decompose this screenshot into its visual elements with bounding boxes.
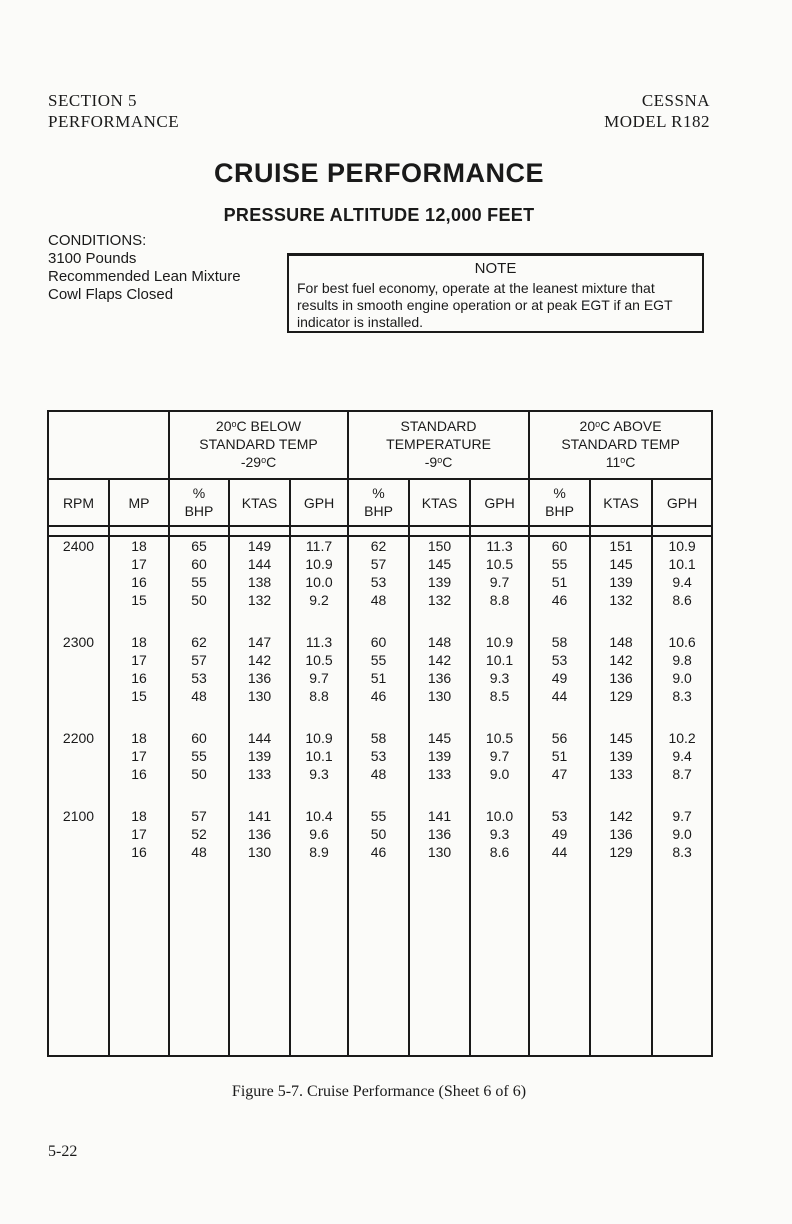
section-label: SECTION 5: [48, 91, 138, 110]
gph-value: 8.8: [489, 592, 510, 608]
bhp-value: 53: [551, 808, 568, 824]
group-header-below: [169, 411, 348, 479]
gph-value: 10.5: [305, 652, 333, 668]
conditions-label: CONDITIONS:: [48, 232, 147, 249]
ktas-value: 139: [427, 574, 452, 590]
ktas-value: 139: [609, 574, 633, 590]
mp-value: 18: [131, 808, 147, 824]
bhp-value: 60: [191, 556, 207, 572]
ktas-value: 129: [609, 688, 633, 704]
ktas-value: 132: [427, 592, 452, 608]
cruise-performance-table: [47, 410, 713, 1057]
ktas-value: 142: [247, 652, 272, 668]
rpm-value: [49, 765, 108, 783]
gph-value: 9.0: [489, 766, 510, 782]
gph-value: 8.5: [489, 688, 510, 704]
gph-value: 10.5: [485, 730, 514, 746]
gph-value: 10.9: [305, 730, 333, 746]
rpm-value: [49, 687, 108, 705]
col-gph: GPH: [652, 479, 712, 526]
col-ktas: KTAS: [229, 479, 290, 526]
gph-value: 9.3: [489, 826, 510, 842]
col-gph: GPH: [470, 479, 529, 526]
ktas-value: 148: [609, 634, 633, 650]
gph-value: 10.1: [485, 652, 514, 668]
conditions-block: [48, 232, 241, 304]
group-header-above: [529, 411, 712, 479]
below-ktas-column: [229, 536, 290, 1056]
bhp-value: 52: [191, 826, 207, 842]
ktas-value: 148: [427, 634, 452, 650]
ktas-value: 136: [609, 670, 633, 686]
ktas-value: 142: [427, 652, 452, 668]
ktas-value: 129: [609, 844, 633, 860]
group-temp: -29$^o$C: [240, 454, 277, 470]
ktas-value: 150: [427, 538, 452, 554]
ktas-value: 145: [609, 556, 633, 572]
condition-line: Cowl Flaps Closed: [48, 286, 174, 303]
gph-value: 11.3: [486, 538, 513, 554]
ktas-value: 144: [247, 730, 272, 746]
mp-column: [109, 536, 169, 1056]
bhp-value: 55: [370, 808, 387, 824]
ktas-value: 139: [247, 748, 272, 764]
ktas-value: 132: [247, 592, 272, 608]
bhp-value: 57: [370, 556, 387, 572]
bhp-top: %: [372, 484, 385, 501]
mp-value: 17: [131, 556, 147, 572]
gph-value: 8.3: [672, 844, 692, 860]
gph-value: 10.9: [668, 538, 696, 554]
ktas-value: 133: [609, 766, 633, 782]
bhp-value: 48: [370, 592, 387, 608]
gph-value: 8.7: [672, 766, 692, 782]
col-ktas: KTAS: [409, 479, 470, 526]
page-subtitle: PRESSURE ALTITUDE 12,000 FEET: [223, 205, 535, 225]
ktas-value: 130: [247, 844, 272, 860]
ktas-value: 149: [247, 538, 272, 554]
bhp-value: 60: [191, 730, 207, 746]
mp-value: 18: [131, 538, 147, 554]
bhp-top: %: [553, 484, 566, 501]
section-name: PERFORMANCE: [48, 112, 180, 131]
ktas-value: 139: [609, 748, 633, 764]
bhp-value: 53: [191, 670, 207, 686]
col-ktas: KTAS: [590, 479, 652, 526]
figure-caption: Figure 5-7. Cruise Performance (Sheet 6 of 6): [231, 1083, 527, 1100]
group-temp: 11$^o$C: [605, 454, 636, 470]
ktas-value: 133: [427, 766, 452, 782]
above-bhp-column: [529, 536, 590, 1056]
rpm-value: 2200: [62, 730, 95, 746]
mp-value: 16: [131, 844, 147, 860]
gph-value: 9.3: [489, 670, 510, 686]
std-gph-column: [470, 536, 529, 1056]
bhp-value: 50: [370, 826, 387, 842]
rpm-value: [49, 843, 108, 861]
above-ktas-column: [590, 536, 652, 1056]
std-ktas-column: [409, 536, 470, 1056]
gph-value: 10.6: [668, 634, 696, 650]
ktas-value: 136: [427, 670, 452, 686]
gph-value: 9.4: [672, 574, 692, 590]
gph-value: 9.7: [489, 574, 510, 590]
rpm-value: [49, 825, 108, 843]
col-bhp: [169, 479, 229, 526]
rpm-value: [49, 573, 108, 591]
rpm-value: [49, 591, 108, 609]
col-rpm: RPM: [48, 479, 109, 526]
ktas-value: 145: [609, 730, 633, 746]
gph-value: 10.5: [485, 556, 514, 572]
bhp-bottom: BHP: [364, 502, 393, 519]
mp-value: 18: [131, 730, 147, 746]
bhp-value: 53: [370, 748, 387, 764]
gph-value: 10.9: [305, 556, 333, 572]
col-gph: GPH: [290, 479, 348, 526]
bhp-value: 53: [370, 574, 387, 590]
bhp-top: %: [192, 484, 206, 501]
gph-value: 9.7: [489, 748, 510, 764]
gph-value: 9.0: [672, 826, 692, 842]
rpm-value: 2400: [62, 538, 95, 554]
gph-value: 8.3: [672, 688, 692, 704]
gph-value: 9.6: [309, 826, 329, 842]
bhp-value: 44: [551, 688, 568, 704]
col-bhp: [348, 479, 409, 526]
mp-value: 15: [131, 592, 147, 608]
group-line: 20$^o$C ABOVE: [579, 418, 662, 434]
gph-value: 9.3: [309, 766, 329, 782]
note-title: NOTE: [474, 260, 517, 277]
rpm-value: 2100: [62, 808, 95, 824]
ktas-value: 141: [247, 808, 272, 824]
below-bhp-column: [169, 536, 229, 1056]
bhp-value: 48: [191, 688, 207, 704]
bhp-value: 55: [551, 556, 568, 572]
note-text: For best fuel economy, operate at the leanest mixture that results in smooth engine operation or at peak EGT if an EGT indicator is installed.: [297, 280, 673, 330]
bhp-bottom: BHP: [184, 502, 214, 519]
ktas-value: 133: [247, 766, 272, 782]
gph-value: 8.6: [672, 592, 692, 608]
bhp-value: 55: [370, 652, 387, 668]
rpm-value: [49, 651, 108, 669]
bhp-value: 60: [370, 634, 387, 650]
gph-value: 9.2: [309, 592, 329, 608]
ktas-value: 142: [609, 808, 633, 824]
condition-line: 3100 Pounds: [48, 250, 137, 267]
bhp-value: 49: [551, 670, 568, 686]
bhp-value: 50: [191, 766, 207, 782]
bhp-value: 57: [191, 652, 207, 668]
bhp-bottom: BHP: [545, 502, 574, 519]
bhp-value: 53: [551, 652, 568, 668]
rpm-value: [49, 669, 108, 687]
ktas-value: 138: [247, 574, 272, 590]
gph-value: 8.8: [309, 688, 329, 704]
bhp-value: 56: [551, 730, 568, 746]
bhp-value: 48: [370, 766, 387, 782]
manufacturer-label: CESSNA: [641, 91, 710, 110]
page-title: CRUISE PERFORMANCE: [213, 158, 545, 188]
std-bhp-column: [348, 536, 409, 1056]
bhp-value: 57: [191, 808, 207, 824]
bhp-value: 60: [551, 538, 568, 554]
gph-value: 10.9: [485, 634, 514, 650]
bhp-value: 46: [551, 592, 568, 608]
bhp-value: 62: [370, 538, 387, 554]
bhp-value: 48: [191, 844, 207, 860]
group-line: STANDARD TEMP: [199, 436, 318, 452]
model-label: MODEL R182: [604, 112, 710, 131]
gph-value: 9.7: [309, 670, 329, 686]
gph-value: 9.8: [672, 652, 692, 668]
gph-value: 11.7: [305, 538, 333, 554]
gph-value: 8.9: [309, 844, 329, 860]
rpm-value: 2300: [62, 634, 95, 650]
ktas-value: 145: [427, 730, 452, 746]
bhp-value: 55: [191, 574, 207, 590]
model-header: [604, 90, 710, 132]
group-header-standard: [348, 411, 529, 479]
bhp-value: 51: [551, 574, 568, 590]
mp-value: 16: [131, 766, 147, 782]
bhp-value: 46: [370, 844, 387, 860]
mp-value: 15: [131, 688, 147, 704]
bhp-value: 58: [551, 634, 568, 650]
mp-value: 17: [131, 748, 147, 764]
ktas-value: 130: [247, 688, 272, 704]
col-bhp: [529, 479, 590, 526]
bhp-value: 51: [551, 748, 568, 764]
rpm-value: [49, 747, 108, 765]
mp-value: 17: [131, 652, 147, 668]
group-line: STANDARD: [400, 418, 477, 434]
ktas-value: 145: [427, 556, 452, 572]
ktas-value: 136: [247, 826, 272, 842]
below-gph-column: [290, 536, 348, 1056]
bhp-value: 46: [370, 688, 387, 704]
gph-value: 11.3: [305, 634, 333, 650]
col-mp: MP: [109, 479, 169, 526]
ktas-value: 139: [427, 748, 452, 764]
gph-value: 9.7: [672, 808, 692, 824]
gph-value: 10.0: [305, 574, 333, 590]
group-line: STANDARD TEMP: [561, 436, 680, 452]
ktas-value: 151: [609, 538, 633, 554]
gph-value: 10.1: [668, 556, 696, 572]
ktas-value: 147: [247, 634, 272, 650]
above-gph-column: [652, 536, 712, 1056]
bhp-value: 47: [551, 766, 568, 782]
rpm-column: [48, 536, 109, 1056]
gph-value: 10.1: [305, 748, 333, 764]
mp-value: 16: [131, 670, 147, 686]
ktas-value: 144: [247, 556, 272, 572]
mp-value: 16: [131, 574, 147, 590]
ktas-value: 130: [427, 844, 452, 860]
bhp-value: 62: [191, 634, 207, 650]
gph-value: 10.0: [485, 808, 514, 824]
bhp-value: 51: [370, 670, 387, 686]
ktas-value: 136: [247, 670, 272, 686]
condition-line: Recommended Lean Mixture: [48, 268, 241, 285]
rpm-value: [49, 555, 108, 573]
gph-value: 10.2: [668, 730, 696, 746]
bhp-value: 55: [191, 748, 207, 764]
mp-value: 17: [131, 826, 147, 842]
group-temp: -9$^o$C: [424, 454, 453, 470]
page-number: 5-22: [48, 1143, 78, 1160]
ktas-value: 130: [427, 688, 452, 704]
bhp-value: 65: [191, 538, 207, 554]
empty-header-cell: [48, 411, 169, 479]
ktas-value: 136: [427, 826, 452, 842]
bhp-value: 50: [191, 592, 207, 608]
ktas-value: 136: [609, 826, 633, 842]
gph-value: 10.4: [305, 808, 333, 824]
group-line: TEMPERATURE: [386, 436, 491, 452]
section-header: [48, 90, 179, 132]
gph-value: 9.0: [672, 670, 692, 686]
bhp-value: 49: [551, 826, 568, 842]
gph-value: 8.6: [489, 844, 510, 860]
gph-value: 9.4: [672, 748, 692, 764]
ktas-value: 141: [427, 808, 452, 824]
ktas-value: 142: [609, 652, 633, 668]
bhp-value: 44: [551, 844, 568, 860]
bhp-value: 58: [370, 730, 387, 746]
note-box: [287, 253, 704, 333]
mp-value: 18: [131, 634, 147, 650]
ktas-value: 132: [609, 592, 633, 608]
group-line: 20$^o$C BELOW: [215, 418, 302, 434]
